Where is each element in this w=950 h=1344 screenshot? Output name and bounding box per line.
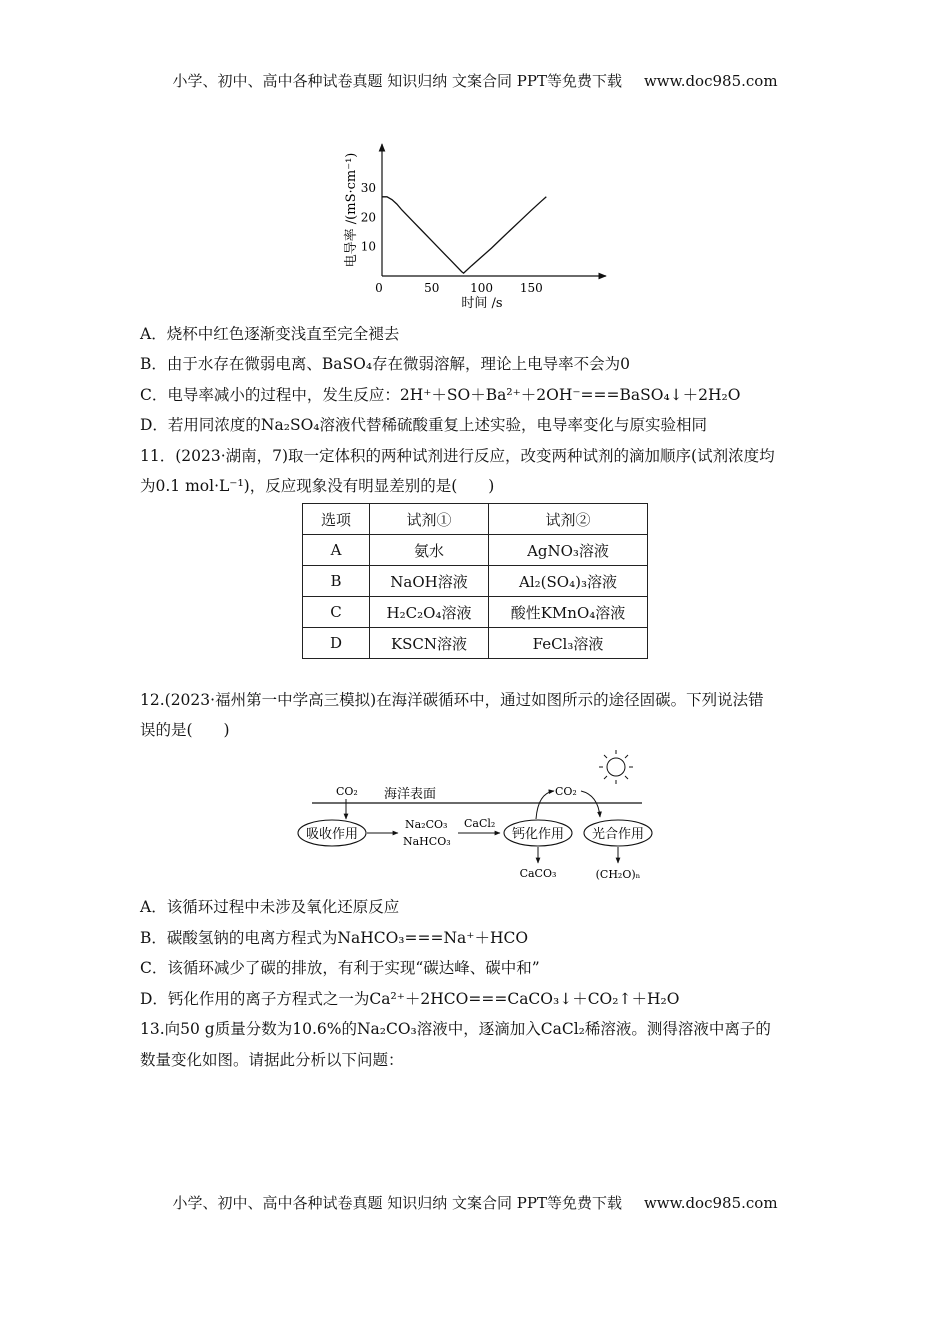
ch2o-label: (CH₂O)ₙ (595, 868, 641, 881)
x-tick-label: 100 (470, 281, 494, 295)
q12-option-b: B．碳酸氢钠的电离方程式为NaHCO₃===Na⁺＋HCO (140, 929, 529, 947)
cell: H₂C₂O₄溶液 (370, 597, 489, 628)
q11-stem-1: 11．(2023·湖南，7)取一定体积的两种试剂进行反应，改变两种试剂的滴加顺序(试剂浓度均 (140, 447, 775, 465)
conductivity-curve (382, 197, 546, 273)
footer-url: www.doc985.com (643, 1194, 778, 1212)
cell: 酸性KMnO₄溶液 (489, 597, 648, 628)
q11-stem-2: 为0.1 mol·L⁻¹)，反应现象没有明显差别的是( ) (140, 477, 495, 495)
absorb-label: 吸收作用 (305, 827, 359, 842)
cacl2-label: CaCl₂ (464, 817, 496, 830)
conductivity-chart (330, 140, 620, 315)
q13-stem-1: 13.向50 g质量分数为10.6%的Na₂CO₃溶液中，逐滴加入CaCl₂稀溶液。测得溶液中离子的 (140, 1020, 771, 1038)
y-tick-label: 30 (360, 181, 376, 195)
table-row (303, 535, 648, 566)
table-row (303, 566, 648, 597)
photosynthesis-label: 光合作用 (591, 827, 645, 842)
table-row (303, 628, 648, 659)
y-tick-label: 20 (360, 210, 376, 225)
q10-option-b: B．由于水存在微弱电离、BaSO₄存在微弱溶解，理论上电导率不会为0 (140, 355, 630, 373)
co2-top-label: CO₂ (555, 785, 577, 798)
header-option: 选项 (303, 504, 370, 535)
caco3-label: CaCO₃ (519, 867, 557, 880)
footer-text: 小学、初中、高中各种试卷真题 知识归纳 文案合同 PPT等免费下载 (172, 1194, 622, 1212)
y-tick-label: 10 (360, 239, 376, 254)
na2co3-label: Na₂CO₃ (405, 818, 448, 831)
nahco3-label: NaHCO₃ (403, 835, 451, 848)
table-header-row (303, 504, 648, 535)
cell: A (303, 535, 370, 566)
ocean-surface-label: 海洋表面 (384, 787, 437, 802)
x-axis-label: 时间 /s (461, 296, 503, 311)
header-text: 小学、初中、高中各种试卷真题 知识归纳 文案合同 PPT等免费下载 (172, 72, 622, 90)
q11-table (302, 503, 648, 659)
page-footer (0, 1192, 950, 1213)
page-header (0, 70, 950, 91)
x-tick-label: 0 (375, 281, 383, 295)
q10-option-a: A．烧杯中红色逐渐变浅直至完全褪去 (140, 325, 400, 343)
q12-stem-1: 12.(2023·福州第一中学高三模拟)在海洋碳循环中，通过如图所示的途径固碳。下列说法错 (140, 691, 764, 709)
cell: 氨水 (370, 535, 489, 566)
cell: KSCN溶液 (370, 628, 489, 659)
x-tick-label: 50 (424, 281, 440, 295)
x-tick-label: 150 (519, 281, 543, 295)
cell: AgNO₃溶液 (489, 535, 648, 566)
q10-option-d: D．若用同浓度的Na₂SO₄溶液代替稀硫酸重复上述实验，电导率变化与原实验相同 (140, 416, 707, 434)
header-reagent-1: 试剂① (370, 504, 489, 535)
q10-option-c: C．电导率减小的过程中，发生反应：2H⁺＋SO＋Ba²⁺＋2OH⁻===BaSO₄↓＋2H₂O (140, 386, 741, 404)
cell: D (303, 628, 370, 659)
table-row (303, 597, 648, 628)
sun-icon (599, 750, 633, 784)
cell: NaOH溶液 (370, 566, 489, 597)
calcify-label: 钙化作用 (511, 827, 565, 842)
cell: B (303, 566, 370, 597)
q12-option-a: A．该循环过程中未涉及氧化还原反应 (140, 898, 400, 916)
cell: FeCl₃溶液 (489, 628, 648, 659)
q12-option-c: C．该循环减少了碳的排放，有利于实现“碳达峰、碳中和” (140, 959, 540, 977)
header-reagent-2: 试剂② (489, 504, 648, 535)
q12-stem-2: 误的是( ) (140, 721, 230, 739)
cell: C (303, 597, 370, 628)
cell: Al₂(SO₄)₃溶液 (489, 566, 648, 597)
header-url: www.doc985.com (643, 72, 778, 90)
q12-option-d: D．钙化作用的离子方程式之一为Ca²⁺＋2HCO===CaCO₃↓＋CO₂↑＋H₂O (140, 990, 680, 1008)
y-axis-label: 电导率 /(mS·cm⁻¹) (344, 152, 359, 268)
q13-stem-2: 数量变化如图。请据此分析以下问题： (140, 1051, 404, 1069)
carbon-cycle-diagram (292, 745, 672, 885)
co2-left-label: CO₂ (336, 785, 358, 798)
